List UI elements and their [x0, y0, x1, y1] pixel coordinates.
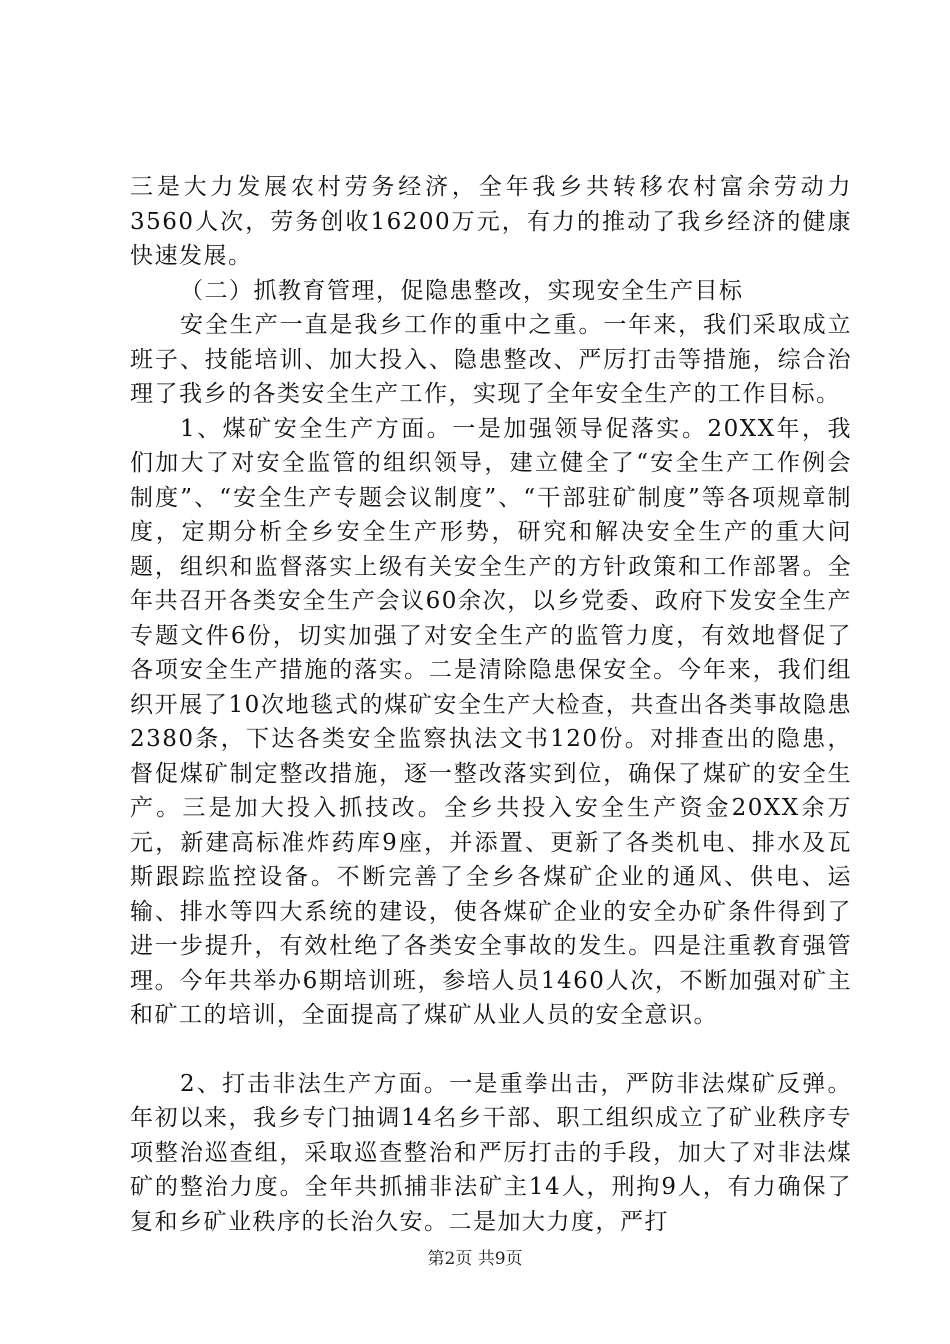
- document-body: [130, 170, 852, 1239]
- paragraph-illegal-mining: 2、打击非法生产方面。一是重拳出击，严防非法煤矿反弹。年初以来，我乡专门抽调14名乡干部、职工组织成立了矿业秩序专项整治巡查组，采取巡查整治和严厉打击的手段，加大了对非法煤矿的整治力度。全年共抓捕非法矿主14人，刑拘9人，有力确保了复和乡矿业秩序的长治久安。二是加大力度，严打: [130, 1070, 852, 1235]
- paragraph-gap: [130, 1033, 852, 1067]
- paragraph-coal-mine-safety: 1、煤矿安全生产方面。一是加强领导促落实。20XX年，我们加大了对安全监管的组织领导，建立健全了“安全生产工作例会制度”、“安全生产专题会议制度”、“干部驻矿制度”等各项规章制度，定期分析全乡安全生产形势，研究和解决安全生产的重大问题，组织和监督落实上级有关安全生产的方针政策和工作部署。全年共召开各类安全生产会议60余次，以乡党委、政府下发安全生产专题文件6份，切实加强了对安全生产的监管力度，有效地督促了各项安全生产措施的落实。二是清除隐患保安全。今年来，我们组织开展了10次地毯式的煤矿安全生产大检查，共查出各类事故隐患2380条，下达各类安全监察执法文书120份。对排查出的隐患，督促煤矿制定整改措施，逐一整改落实到位，确保了煤矿的安全生产。三是加大投入抓技改。全乡共投入安全生产资金20XX余万元，新建高标准炸药库9座，并添置、更新了各类机电、排水及瓦斯跟踪监控设备。不断完善了全乡各煤矿企业的通风、供电、运输、排水等四大系统的建设，使各煤矿企业的安全办矿条件得到了进一步提升，有效杜绝了各类安全事故的发生。四是注重教育强管理。今年共举办6期培训班，参培人员1460人次，不断加强对矿主和矿工的培训，全面提高了煤矿从业人员的安全意识。: [130, 415, 852, 1028]
- section-heading-safety: （二）抓教育管理，促隐患整改，实现安全生产目标: [180, 277, 744, 304]
- paragraph-labor-economy: 三是大力发展农村劳务经济，全年我乡共转移农村富余劳动力3560人次，劳务创收16200万元，有力的推动了我乡经济的健康快速发展。: [130, 174, 852, 269]
- paragraph-safety-intro: 安全生产一直是我乡工作的重中之重。一年来，我们采取成立班子、技能培训、加大投入、隐患整改、严厉打击等措施，综合治理了我乡的各类安全生产工作，实现了全年安全生产的工作目标。: [130, 312, 852, 407]
- page-number-footer: 第2页 共9页: [427, 1249, 523, 1269]
